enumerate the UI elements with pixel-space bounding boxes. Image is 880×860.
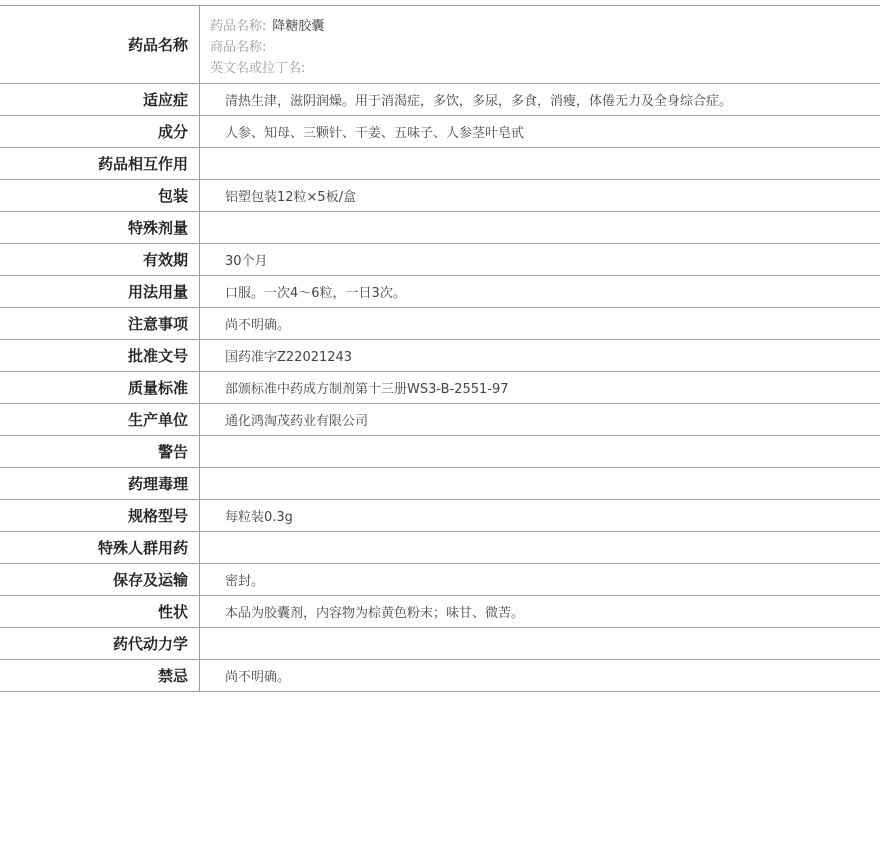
table-body [0, 84, 880, 692]
english-name-line [210, 58, 311, 79]
row-value: 口服。一次4～6粒，一日3次。 [225, 286, 406, 301]
row-value [200, 148, 880, 179]
row-label: 保存及运输 [0, 564, 200, 595]
row-value [200, 628, 880, 659]
table-row [0, 180, 880, 212]
row-label: 规格型号 [0, 500, 200, 531]
table-row [0, 212, 880, 244]
row-label: 适应症 [0, 84, 200, 115]
row-label: 药品名称 [0, 6, 200, 83]
row-label: 药代动力学 [0, 628, 200, 659]
table-row [0, 84, 880, 116]
row-value: 30个月 [225, 254, 268, 269]
row-label: 注意事项 [0, 308, 200, 339]
table-row [0, 116, 880, 148]
table-row [0, 244, 880, 276]
row-value: 清热生津，滋阴润燥。用于消渴症，多饮，多尿，多食，消瘦，体倦无力及全身综合症。 [225, 94, 733, 109]
row-value [200, 468, 880, 499]
trade-name-key: 商品名称: [210, 40, 267, 55]
drug-info-table [0, 5, 880, 692]
row-value: 本品为胶囊剂，内容物为棕黄色粉末；味甘、微苦。 [225, 606, 525, 621]
row-label: 成分 [0, 116, 200, 147]
row-value: 密封。 [225, 574, 265, 589]
generic-name-value: 降糖胶囊 [272, 19, 325, 34]
row-value: 国药准字Z22021243 [225, 350, 353, 365]
table-row [0, 660, 880, 692]
row-label: 有效期 [0, 244, 200, 275]
row-value: 尚不明确。 [225, 318, 291, 333]
table-row [0, 148, 880, 180]
row-value: 通化鸿淘茂药业有限公司 [225, 414, 369, 429]
row-label: 包装 [0, 180, 200, 211]
table-row [0, 340, 880, 372]
row-label: 批准文号 [0, 340, 200, 371]
row-value: 尚不明确。 [225, 670, 291, 685]
trade-name-line [210, 37, 272, 58]
row-value [200, 212, 880, 243]
row-value [200, 532, 880, 563]
row-label: 生产单位 [0, 404, 200, 435]
generic-name-line [210, 16, 324, 37]
row-label: 禁忌 [0, 660, 200, 691]
row-value: 部颁标准中药成方制剂第十三册WS3-B-2551-97 [225, 382, 509, 397]
row-label: 质量标准 [0, 372, 200, 403]
row-value [200, 436, 880, 467]
table-row-drug-names [0, 6, 880, 84]
row-label: 用法用量 [0, 276, 200, 307]
row-value: 铝塑包装12粒×5板/盒 [225, 190, 357, 205]
row-label: 特殊人群用药 [0, 532, 200, 563]
table-row [0, 500, 880, 532]
table-row [0, 276, 880, 308]
table-row [0, 372, 880, 404]
generic-name-key: 药品名称: [210, 19, 267, 34]
table-row [0, 596, 880, 628]
row-value: 每粒装0.3g [225, 510, 293, 525]
table-row [0, 308, 880, 340]
table-row [0, 404, 880, 436]
row-label: 特殊剂量 [0, 212, 200, 243]
table-row [0, 628, 880, 660]
english-name-key: 英文名或拉丁名: [210, 61, 306, 76]
row-label: 性状 [0, 596, 200, 627]
row-label: 药品相互作用 [0, 148, 200, 179]
table-row [0, 532, 880, 564]
table-row [0, 436, 880, 468]
table-row [0, 468, 880, 500]
row-label: 药理毒理 [0, 468, 200, 499]
drug-names-cell [200, 6, 880, 83]
row-value: 人参、知母、三颗针、干姜、五味子、人参茎叶皂甙 [225, 126, 525, 141]
row-label: 警告 [0, 436, 200, 467]
table-row [0, 564, 880, 596]
